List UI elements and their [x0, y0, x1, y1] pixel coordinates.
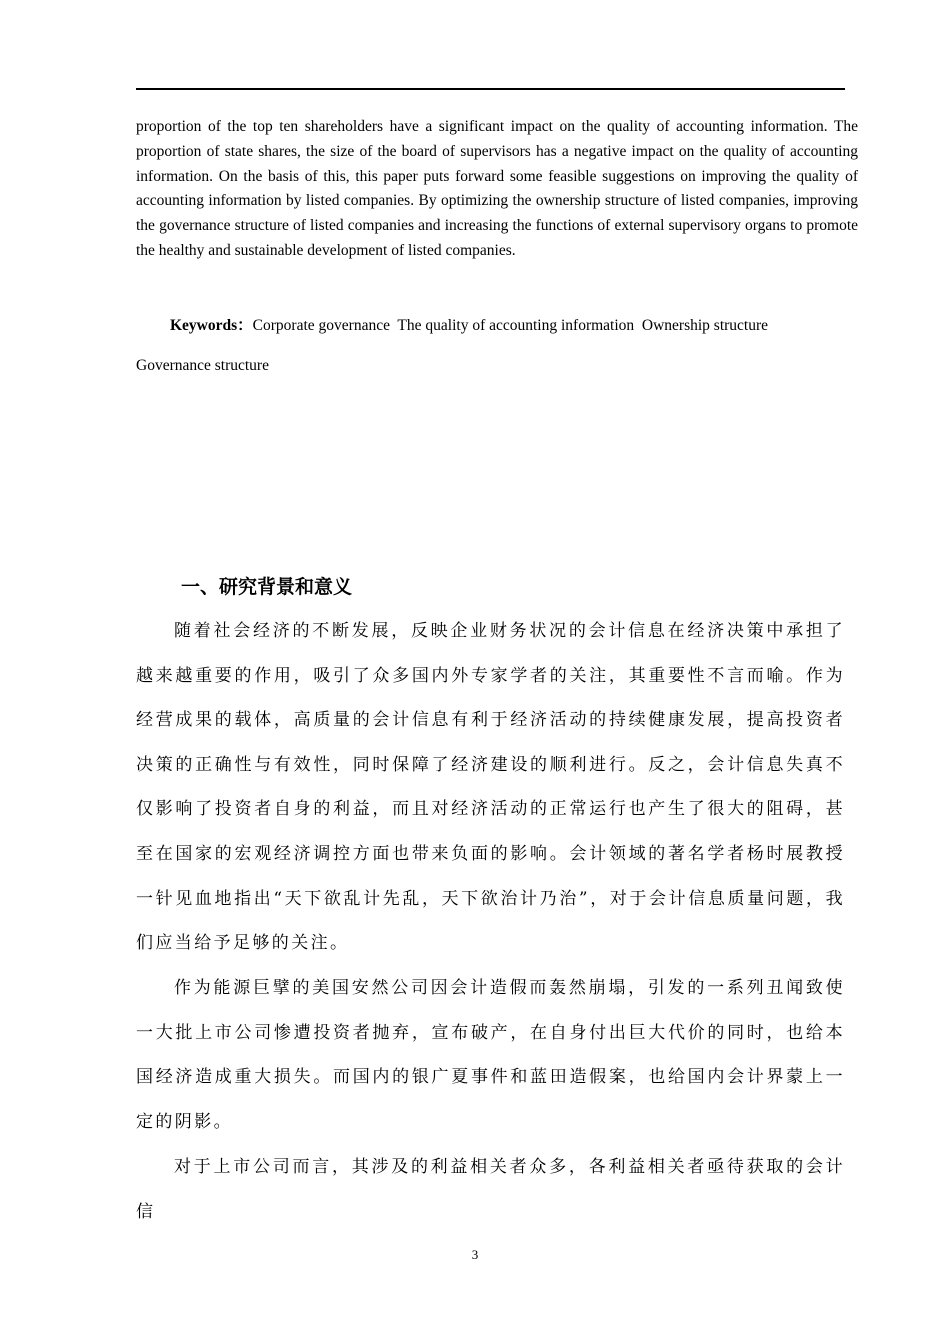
body-paragraph-1: 随着社会经济的不断发展，反映企业财务状况的会计信息在经济决策中承担了越来越重要的作用，吸引了众多国内外专家学者的关注，其重要性不言而喻。作为经营成果的载体，高质量的会计信息有利于经济活动的持续健康发展，提高投资者决策的正确性与有效性，同时保障了经济建设的顺利进行。反之，会计信息失真不仅影响了投资者自身的利益，而且对经济活动的正常运行也产生了很大的阻碍，甚至在国家的宏观经济调控方面也带来负面的影响。会计领域的著名学者杨时展教授一针见血地指出“天下欲乱计先乱，天下欲治计乃治”，对于会计信息质量问题，我们应当给予足够的关注。 — [136, 621, 845, 954]
body-paragraph-2: 作为能源巨擘的美国安然公司因会计造假而轰然崩塌，引发的一系列丑闻致使一大批上市公司惨遭投资者抛弃，宣布破产，在自身付出巨大代价的同时，也给本国经济造成重大损失。而国内的银广夏事件和蓝田造假案，也给国内会计界蒙上一定的阴影。 — [136, 978, 845, 1132]
header-rule — [136, 88, 845, 90]
keywords-continuation: Governance structure — [136, 357, 269, 374]
page-number: 3 — [471, 1247, 479, 1262]
keywords-line — [170, 313, 768, 335]
body-paragraph-3: 对于上市公司而言，其涉及的利益相关者众多，各利益相关者亟待获取的会计信 — [136, 1157, 845, 1222]
keywords-items: Corporate governance The quality of accounting information Ownership structure — [252, 317, 769, 334]
abstract-english-paragraph: proportion of the top ten shareholders have a significant impact on the quality of accounting information. The proportion of state shares, the size of the board of supervisors has a negative impact on the quality of accounting information. On the basis of this, this paper puts forward some feasible suggestions on improving the quality of accounting information by listed companies. By optimizing the ownership structure of listed companies, improving the governance structure of listed companies and increasing the functions of external supervisory organs to promote the healthy and sustainable development of listed companies. — [136, 118, 858, 259]
section-heading: 一、研究背景和意义 — [181, 576, 353, 598]
keywords-label: Keywords： — [170, 317, 253, 334]
